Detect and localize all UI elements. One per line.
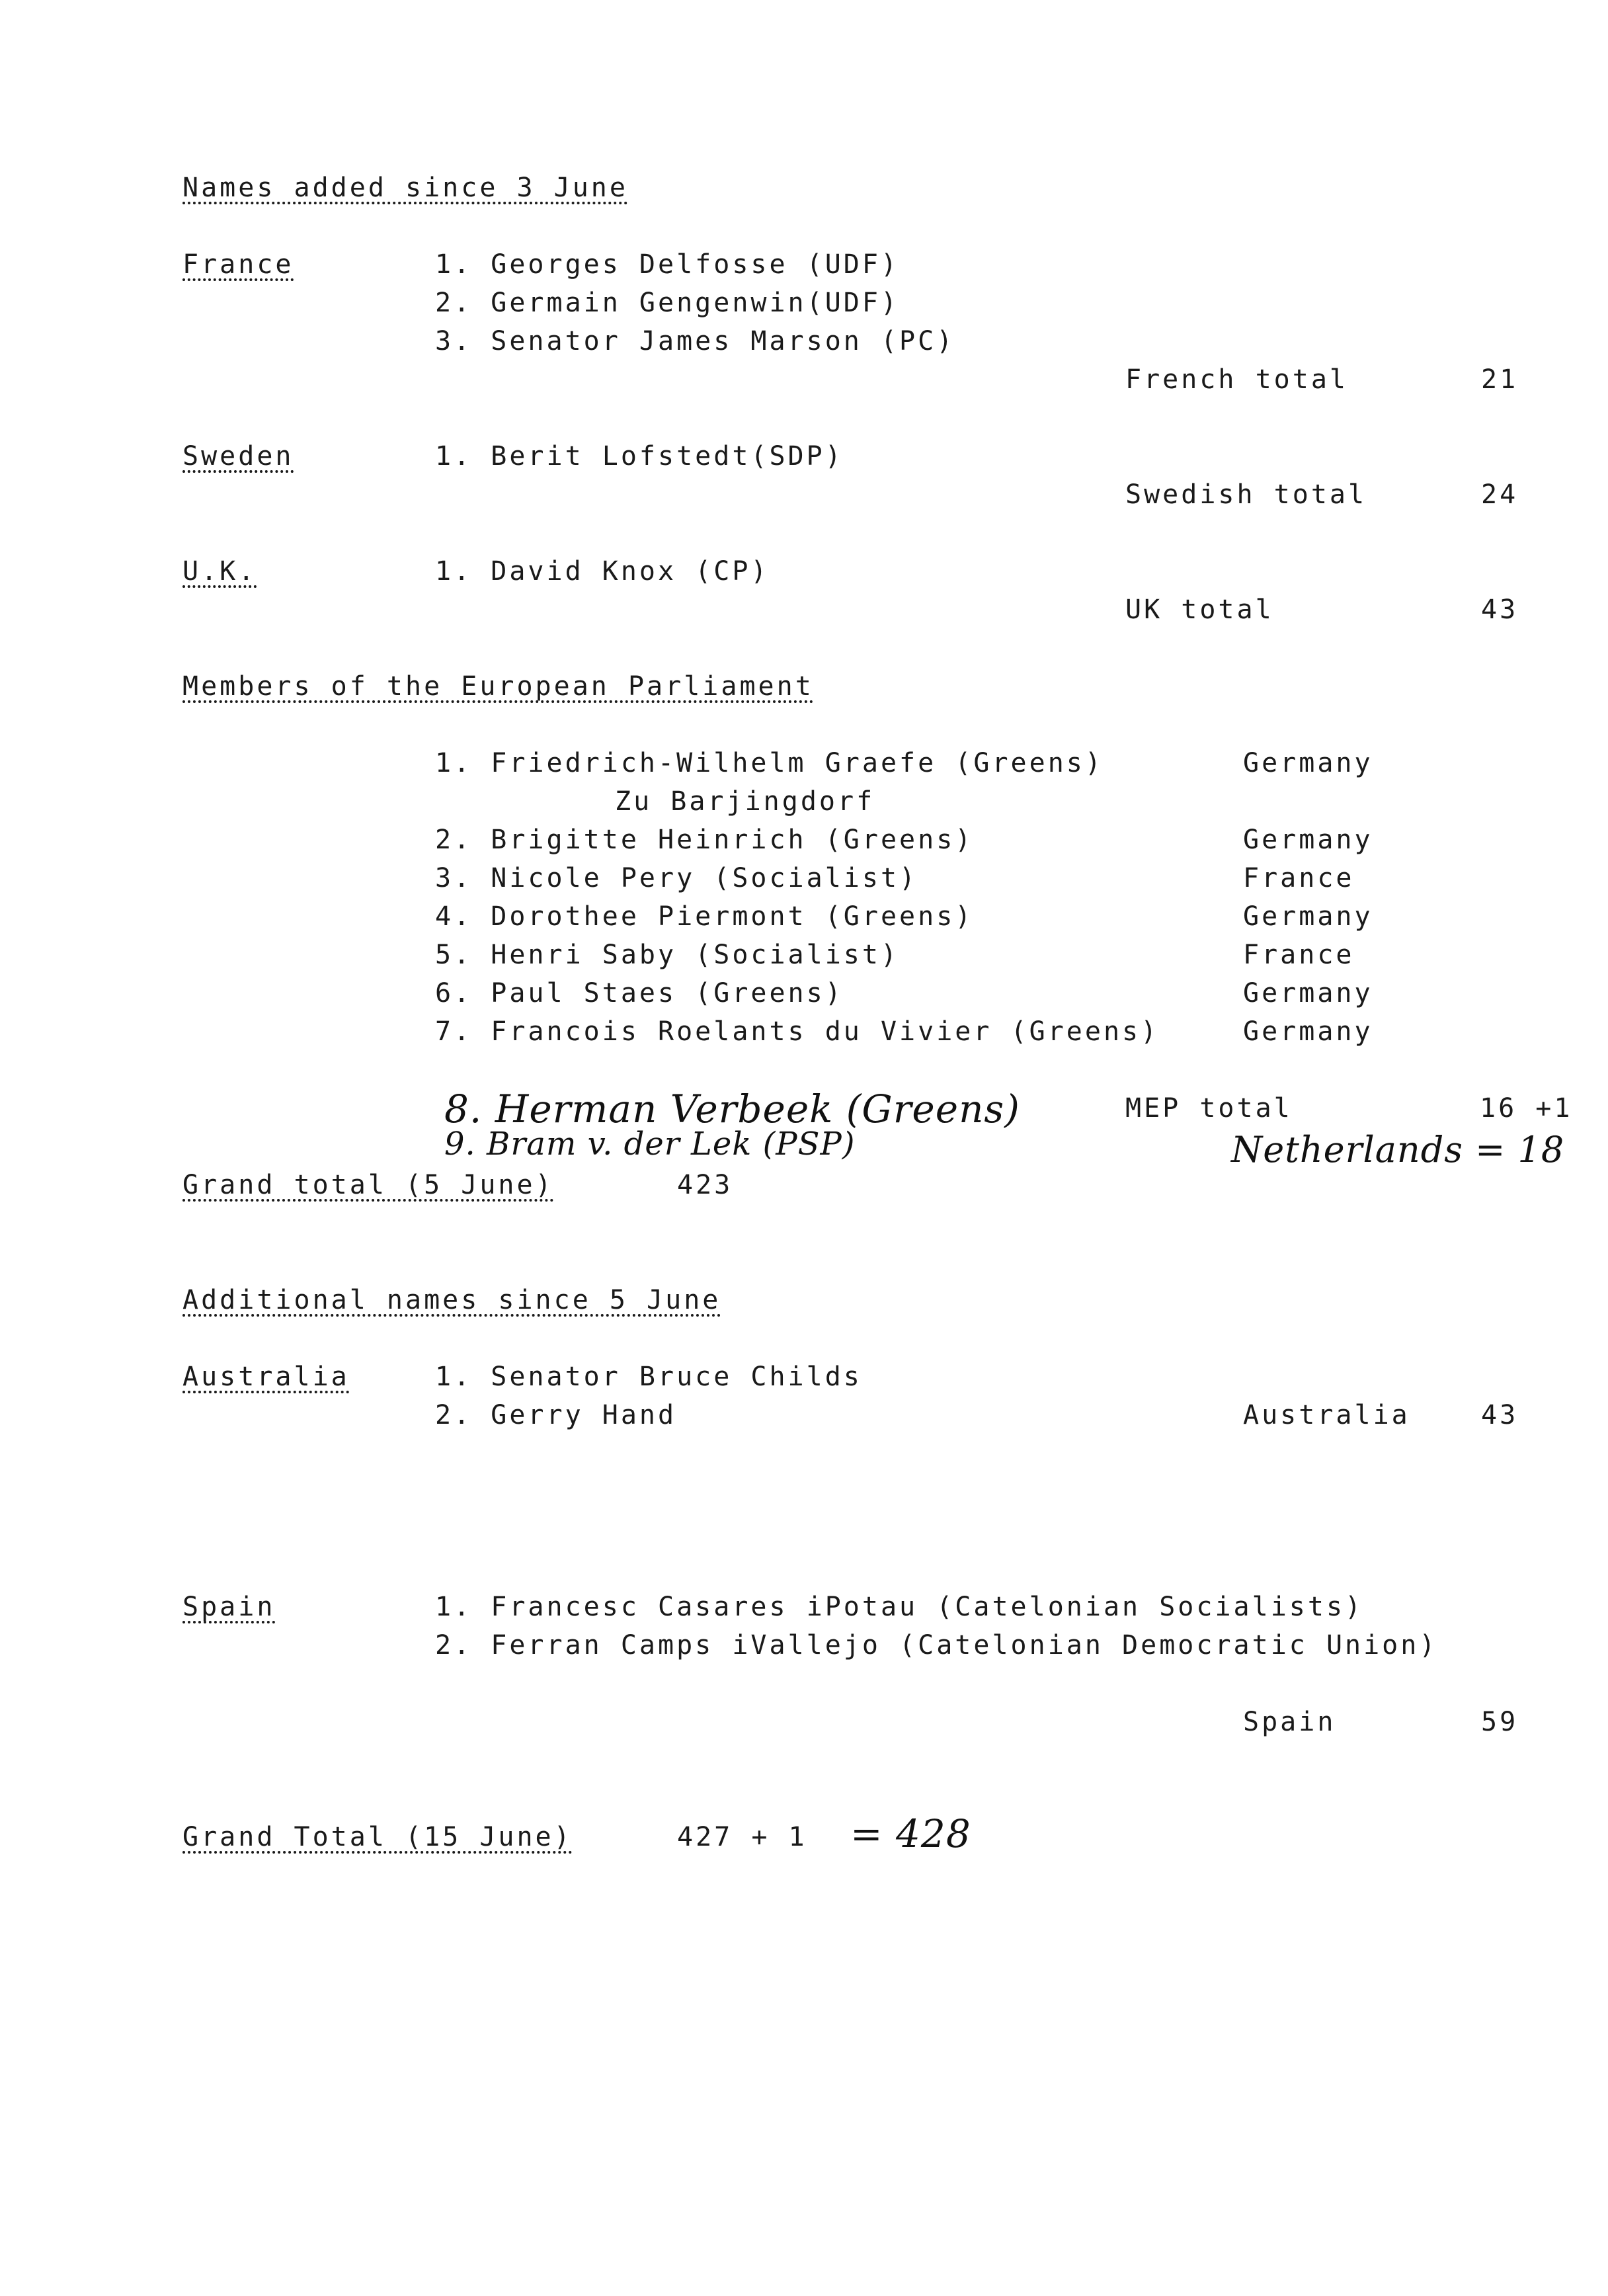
handwritten-netherlands-note: Netherlands = 18 [1231,1129,1565,1170]
list-item: 2. Ferran Camps iVallejo (Catelonian Democratic Union) [435,1630,1438,1660]
grand-total-15-june-label: Grand Total (15 June) [182,1822,573,1852]
handwritten-mep-8: 8. Herman Verbeek (Greens) [444,1086,1020,1131]
heading-additional-names: Additional names since 5 June [182,1285,721,1315]
heading-mep: Members of the European Parliament [182,671,814,702]
total-label-australia: Australia [1243,1400,1410,1430]
total-label-uk: UK total [1125,594,1274,625]
handwritten-grand-total-result: = 428 [850,1811,971,1856]
list-item: 1. Francesc Casares iPotau (Catelonian Socialists) [435,1592,1364,1622]
list-item: 1. David Knox (CP) [435,556,770,587]
handwritten-mep-9: 9. Bram v. der Lek (PSP) [444,1126,856,1163]
country-label-uk: U.K. [182,556,257,587]
mep-item: 6. Paul Staes (Greens) [435,978,844,1008]
mep-item: 3. Nicole Pery (Socialist) [435,863,918,893]
grand-total-5-june-value: 423 [677,1170,733,1200]
mep-item: 2. Brigitte Heinrich (Greens) [435,825,974,855]
total-value-mep: 16 +1 [1480,1093,1573,1124]
total-value-sweden: 24 [1481,479,1519,510]
total-label-spain: Spain [1243,1707,1336,1737]
list-item: 1. Berit Lofstedt(SDP) [435,441,844,472]
mep-country: Germany [1243,748,1373,778]
mep-country: Germany [1243,825,1373,855]
mep-item-continued: Zu Barjingdorf [615,786,875,817]
mep-item: 4. Dorothee Piermont (Greens) [435,901,974,932]
list-item: 2. Germain Gengenwin(UDF) [435,288,900,318]
total-label-sweden: Swedish total [1125,479,1367,510]
mep-country: Germany [1243,901,1373,932]
mep-item: 7. Francois Roelants du Vivier (Greens) [435,1016,1160,1047]
list-item: 1. Senator Bruce Childs [435,1362,862,1392]
country-label-australia: Australia [182,1362,350,1392]
list-item: 2. Gerry Hand [435,1400,677,1430]
total-value-spain: 59 [1481,1707,1519,1737]
mep-country: Germany [1243,1016,1373,1047]
mep-item: 5. Henri Saby (Socialist) [435,940,900,970]
list-item: 3. Senator James Marson (PC) [435,326,955,356]
country-label-spain: Spain [182,1592,276,1622]
list-item: 1. Georges Delfosse (UDF) [435,249,900,280]
total-value-uk: 43 [1481,594,1519,625]
mep-item: 1. Friedrich-Wilhelm Graefe (Greens) [435,748,1104,778]
total-label-mep: MEP total [1125,1093,1293,1124]
mep-country: France [1243,863,1355,893]
mep-country: France [1243,940,1355,970]
country-label-sweden: Sweden [182,441,294,472]
total-value-france: 21 [1481,364,1519,395]
total-value-australia: 43 [1481,1400,1519,1430]
heading-names-added: Names added since 3 June [182,173,628,203]
grand-total-15-june-value: 427 + 1 [677,1822,807,1852]
mep-country: Germany [1243,978,1373,1008]
grand-total-5-june-label: Grand total (5 June) [182,1170,554,1200]
total-label-france: French total [1125,364,1348,395]
country-label-france: France [182,249,294,280]
